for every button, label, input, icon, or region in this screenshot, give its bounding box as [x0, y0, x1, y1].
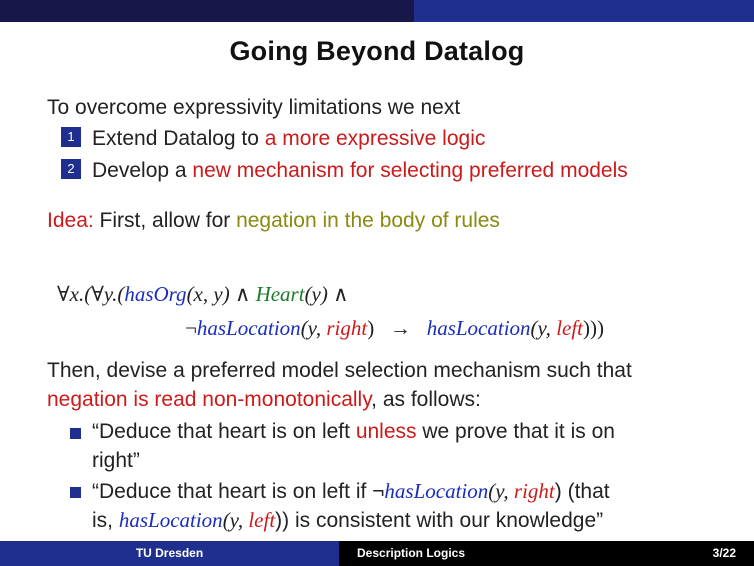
then-line-2 [47, 388, 481, 412]
item-highlight: a more expressive logic [264, 127, 486, 150]
top-bar-right [414, 0, 754, 22]
footer-institution: TU Dresden [0, 541, 339, 566]
then-highlight: negation is read non-monotonically [47, 388, 372, 411]
bullet-text: (y, [222, 508, 249, 532]
bullet-predicate: hasLocation [384, 479, 489, 503]
formula-predicate: Heart [255, 282, 305, 306]
bullet-text: is, [92, 509, 119, 532]
top-bar [0, 0, 754, 22]
bullet-icon [70, 428, 81, 439]
formula-predicate: hasLocation [426, 316, 531, 340]
footer-right [339, 541, 754, 566]
bullet-constant: right [513, 479, 555, 503]
bullet-text: ) (that [554, 480, 610, 503]
formula-text: ))) [583, 316, 604, 340]
formula-text: (y, [530, 316, 557, 340]
top-bar-left [0, 0, 414, 22]
bullet-1-line-2: right” [92, 449, 140, 472]
intro-text: To overcome expressivity limitations we next [47, 96, 461, 119]
item-highlight: new mechanism for selecting preferred models [192, 159, 628, 182]
idea-highlight: negation in the body of rules [236, 209, 500, 232]
formula-text: ¬ [185, 316, 197, 340]
idea-text: First, allow for [93, 209, 237, 232]
bullet-text: )) is consistent with our knowledge” [275, 509, 604, 532]
bullet-highlight: unless [355, 420, 417, 443]
bullet-text: we prove that it is on [416, 420, 615, 443]
bullet-2-line-2 [92, 508, 603, 533]
bullet-1-line-1 [92, 420, 615, 444]
item-number: 2 [61, 159, 81, 179]
formula-text: (y, [300, 316, 327, 340]
formula-text: (x, y) ∧ [186, 282, 256, 306]
bullet-2-line-1 [92, 479, 610, 504]
idea-line [47, 209, 500, 233]
formula-text: (y) ∧ [304, 282, 349, 306]
formula-predicate: hasOrg [124, 282, 187, 306]
formula-text: ∀x.(∀y.( [57, 282, 125, 306]
then-line-1: Then, devise a preferred model selection mechanism such that [47, 359, 632, 382]
item-text: Extend Datalog to [92, 127, 265, 150]
formula-predicate: hasLocation [196, 316, 301, 340]
item-number: 1 [61, 127, 81, 147]
footer-bar [0, 541, 754, 566]
item-text: Develop a [92, 159, 193, 182]
formula-line-1 [57, 282, 349, 307]
footer-course: Description Logics [357, 546, 466, 560]
formula-text: ) → [367, 316, 427, 340]
list-item-1 [61, 127, 485, 151]
list-item-2 [61, 159, 628, 183]
footer-page-number: 3/22 [712, 546, 736, 560]
formula-constant: left [556, 316, 584, 340]
bullet-constant: left [248, 508, 276, 532]
bullet-text: “Deduce that heart is on left [92, 420, 356, 443]
slide-title: Going Beyond Datalog [229, 36, 525, 66]
idea-label: Idea: [47, 209, 94, 232]
bullet-predicate: hasLocation [118, 508, 223, 532]
bullet-text: “Deduce that heart is on left if ¬ [92, 480, 385, 503]
formula-line-2 [185, 316, 604, 341]
then-text: , as follows: [371, 388, 481, 411]
formula-constant: right [326, 316, 368, 340]
bullet-icon [70, 487, 81, 498]
bullet-text: (y, [488, 479, 514, 503]
